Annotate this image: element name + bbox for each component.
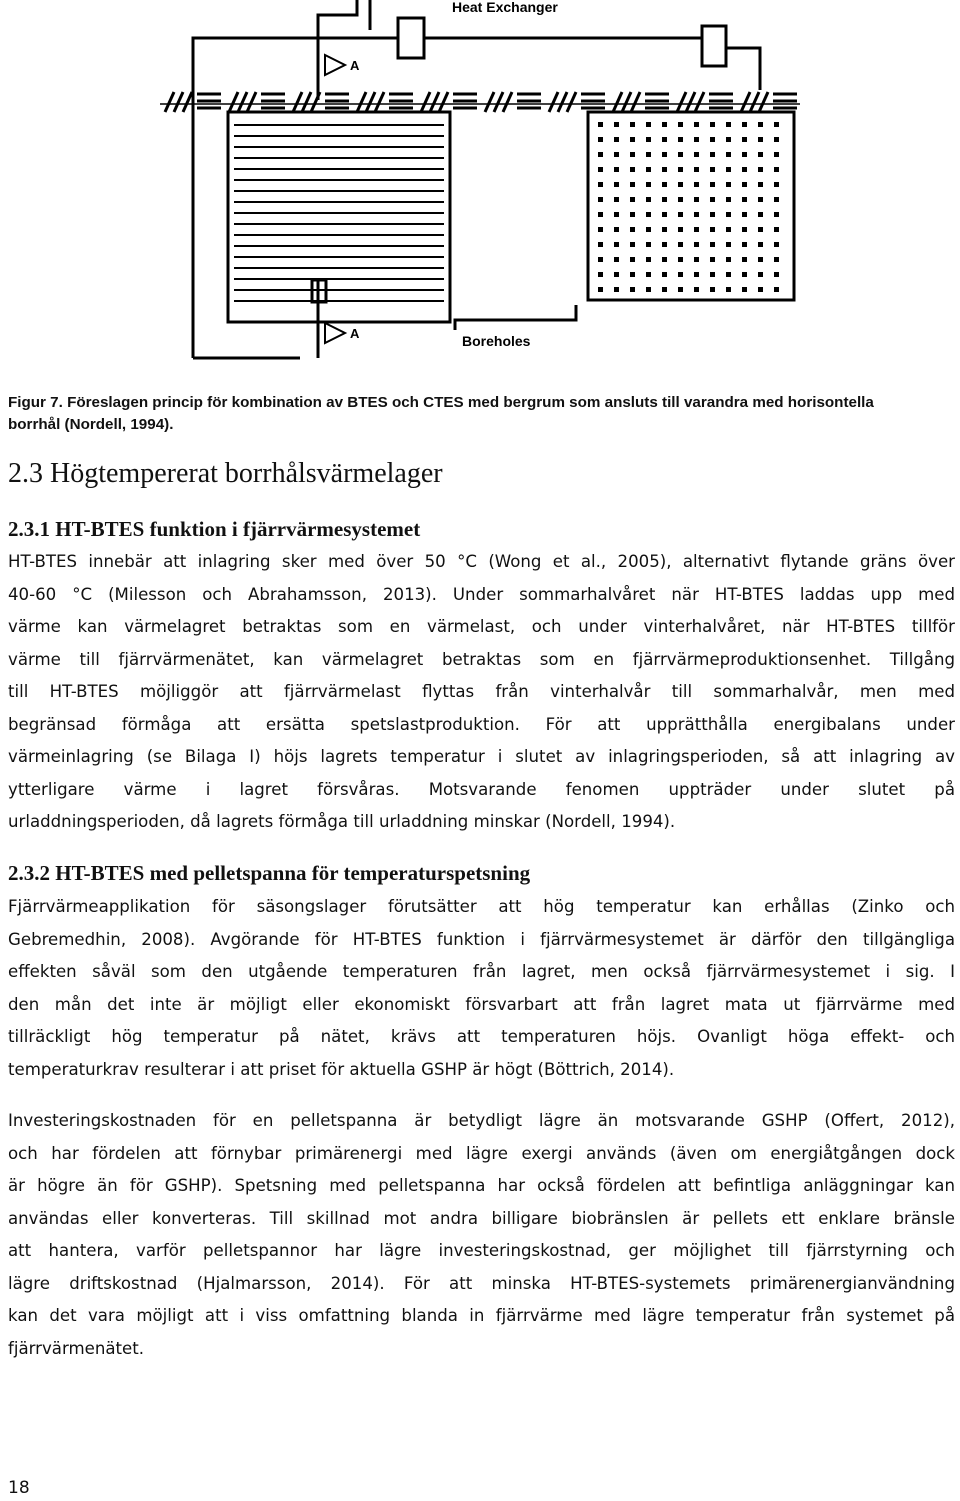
subsection-2-paragraph-1 [8,891,955,1086]
pipe-outer-left [193,38,398,358]
pipe-left-inner [318,0,357,100]
paragraph-line: temperaturkrav resulterar i att priset för aktuella GSHP är högt (Böttrich, 2014). [8,1059,675,1079]
paragraph-line: värmeinlagring (se Bilaga I) höjs lagrets temperatur i slutet av inlagringsperioden, så att inlagring av [8,747,955,766]
subsection-heading-1: 2.3.1 HT-BTES funktion i fjärrvärmesystemet [8,517,421,541]
paragraph-line: att hantera, varför pelletspannor har lägre investeringskostnad, ger möjlighet till fjärrstyrning och [8,1241,955,1260]
paragraph-line: effekten såväl som den utgående temperaturen från lagret, men också fjärrvärmesystemet i sig. I [8,962,955,981]
section-heading: 2.3 Högtempererat borrhålsvärmelager [8,458,443,489]
paragraph-line: är högre än för GSHP). Spetsning med pelletspanna har också fördelen att befintliga anläggningar kan [8,1176,955,1195]
paragraph-line: och har fördelen att förnybar primärenergi med lägre exergi används (även om energiåtgången dock [8,1143,955,1163]
paragraph-line: den mån det inte är möjligt eller ekonomiskt försvarbart att från lagret mata ut fjärrvärme med [8,994,955,1014]
btes-ctes-diagram [0,0,960,370]
paragraph-line: värme kan värmelagret betraktas som en värmelast, och under vinterhalvåret, när HT-BTES tillför [8,617,955,636]
paragraph-line: Investeringskostnaden för en pelletspanna är betydligt lägre än motsvarande GSHP (Offert, 2012), [8,1111,955,1130]
subsection-1-paragraph [8,546,955,839]
paragraph-line: HT-BTES innebär att inlagring sker med över 50 °C (Wong et al., 2005), alternativt flytande gräns över [8,552,955,571]
paragraph-line: kan det vara möjligt att i viss omfattning blanda in fjärrvärme med lägre temperatur från systemet på [8,1306,955,1325]
caption-line-2: borrhål (Nordell, 1994). [8,416,174,433]
borehole-pipe [455,305,576,330]
arrow-label-top: A [350,58,360,73]
heat-exchanger-box-right [702,26,726,66]
figure-caption [8,392,953,436]
arrow-a-bottom-icon [325,323,345,343]
paragraph-line: lägre driftskostnad (Hjalmarsson, 2014). För att minska HT-BTES-systemets primärenergianvändning [8,1273,955,1293]
paragraph-line: värme till fjärrvärmenätet, kan värmelagret betraktas som en fjärrvärmeproduktionsenhet. Tillgång [8,649,955,669]
paragraph-line: 40-60 °C (Milesson och Abrahamsson, 2013). Under sommarhalvåret när HT-BTES laddas upp med [8,584,955,604]
heat-exchanger-label: Heat Exchanger [452,0,558,15]
boreholes-label: Boreholes [462,333,531,349]
heat-exchanger-box [398,18,424,58]
arrow-label-bottom: A [350,326,360,341]
caption-line-1: Figur 7. Föreslagen princip för kombination av BTES och CTES med bergrum som ansluts till varandra med horisontella [8,394,874,411]
subsection-2-paragraph-2 [8,1105,955,1365]
paragraph-line: Fjärrvärmeapplikation för säsongslager förutsätter att hög temperatur kan erhållas (Zinko och [8,897,955,916]
paragraph-line: Gebremedhin, 2008). Avgörande för HT-BTES funktion i fjärrvärmesystemet är därför den tillgängliga [8,929,955,949]
subsection-heading-2: 2.3.2 HT-BTES med pelletspanna för temperaturspetsning [8,861,531,885]
page-number: 18 [8,1478,30,1498]
paragraph-line: till HT-BTES möjliggör att fjärrvärmelast flyttas från vinterhalvår till sommarhalvår, men med [8,682,955,701]
paragraph-line: urladdningsperioden, då lagrets förmåga till urladdning minskar (Nordell, 1994). [8,812,676,831]
paragraph-line: tillräckligt hög temperatur på nätet, krävs att temperaturen höjs. Ovanligt höga effekt- och [8,1027,955,1046]
paragraph-line: begränsad förmåga att ersätta spetslastproduktion. För att upprätthålla energibalans under [8,714,955,734]
arrow-a-top-icon [325,55,345,75]
pipe-inner [726,48,760,90]
paragraph-line: fjärrvärmenätet. [8,1338,145,1358]
paragraph-line: användas eller konverteras. Till skillnad mot andra billigare biobränslen är pellets ett enklare bränsle [8,1208,955,1228]
paragraph-line: ytterligare värme i lagret försvåras. Motsvarande fenomen uppträder under slutet på [8,779,955,799]
